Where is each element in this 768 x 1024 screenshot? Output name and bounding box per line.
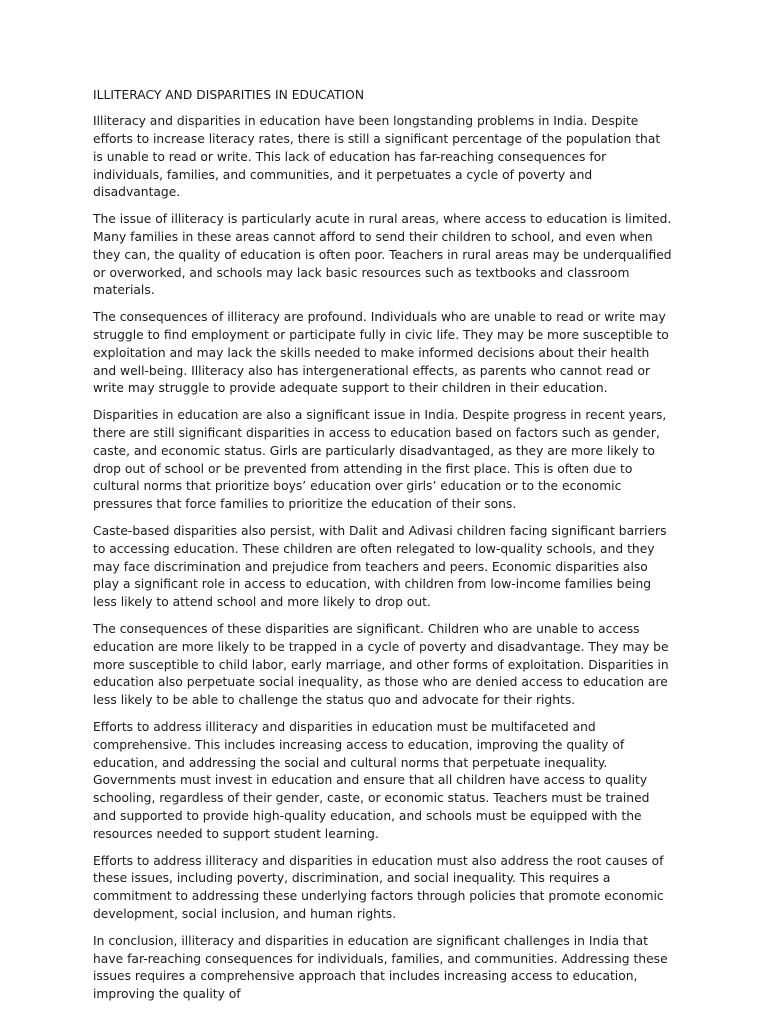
paragraph-8: Efforts to address illiteracy and disparities in education must also address the root causes of these issues, including poverty, discrimination, and social inequality. This requires a commitment to addressing these underlying factors through policies that promote economic development, social inclusion, and human rights. — [93, 853, 664, 921]
paragraph-6: The consequences of these disparities are significant. Children who are unable to access education are more likely to be trapped in a cycle of poverty and disadvantage. They may be more susceptible to child labor, early marriage, and other forms of exploitation. Disparities in education also perpetuate social inequality, as those who are denied access to education are less likely to be able to challenge the status quo and advocate for their rights. — [93, 622, 669, 708]
paragraph-9: In conclusion, illiteracy and disparities in education are significant challenges in India that have far-reaching consequences for individuals, families, and communities. Addressing these issues requires a comprehensive approach that includes increasing access to education, improving the quality of — [93, 933, 668, 1002]
paragraph-5: Caste-based disparities also persist, with Dalit and Adivasi children facing significant barriers to accessing education. These children are often relegated to low-quality schools, and they may face discrimination and prejudice from teachers and peers. Economic disparities also play a significant role in access to education, with children from low-income families being less likely to attend school and more likely to drop out. — [93, 524, 667, 610]
paragraph-2: The issue of illiteracy is particularly acute in rural areas, where access to education is limited. Many families in these areas cannot afford to send their children to school, and even when they can, the quality of education is often poor. Teachers in rural areas may be underqualified or overworked, and schools may lack basic resources such as textbooks and classroom materials. — [93, 212, 672, 298]
paragraph-1: Illiteracy and disparities in education have been longstanding problems in India. Despite efforts to increase literacy rates, there is still a significant percentage of the population that is unable to read or write. This lack of education has far-reaching consequences for individuals, families, and communities, and it perpetuates a cycle of poverty and disadvantage. — [93, 114, 661, 200]
document-body — [93, 87, 673, 1013]
paragraph-4: Disparities in education are also a significant issue in India. Despite progress in recent years, there are still significant disparities in access to education based on factors such as gender, caste, and economic status. Girls are particularly disadvantaged, as they are more likely to drop out of school or be prevented from attending in the first place. This is often due to cultural norms that prioritize boys’ education over girls’ education or to the economic pressures that force families to prioritize the education of their sons. — [93, 408, 667, 512]
paragraph-3: The consequences of illiteracy are profound. Individuals who are unable to read or write may struggle to find employment or participate fully in civic life. They may be more susceptible to exploitation and may lack the skills needed to make informed decisions about their health and well-being. Illiteracy also has intergenerational effects, as parents who cannot read or write may struggle to provide adequate support to their children in their education. — [93, 310, 669, 396]
document-title: ILLITERACY AND DISPARITIES IN EDUCATION — [93, 88, 365, 102]
paragraph-7: Efforts to address illiteracy and disparities in education must be multifaceted and comprehensive. This includes increasing access to education, improving the quality of education, and addressing the social and cultural norms that perpetuate inequality. Governments must invest in education and ensure that all children have access to quality schooling, regardless of their gender, caste, or economic status. Teachers must be trained and supported to provide high-quality education, and schools must be equipped with the resources needed to support student learning. — [93, 720, 650, 841]
